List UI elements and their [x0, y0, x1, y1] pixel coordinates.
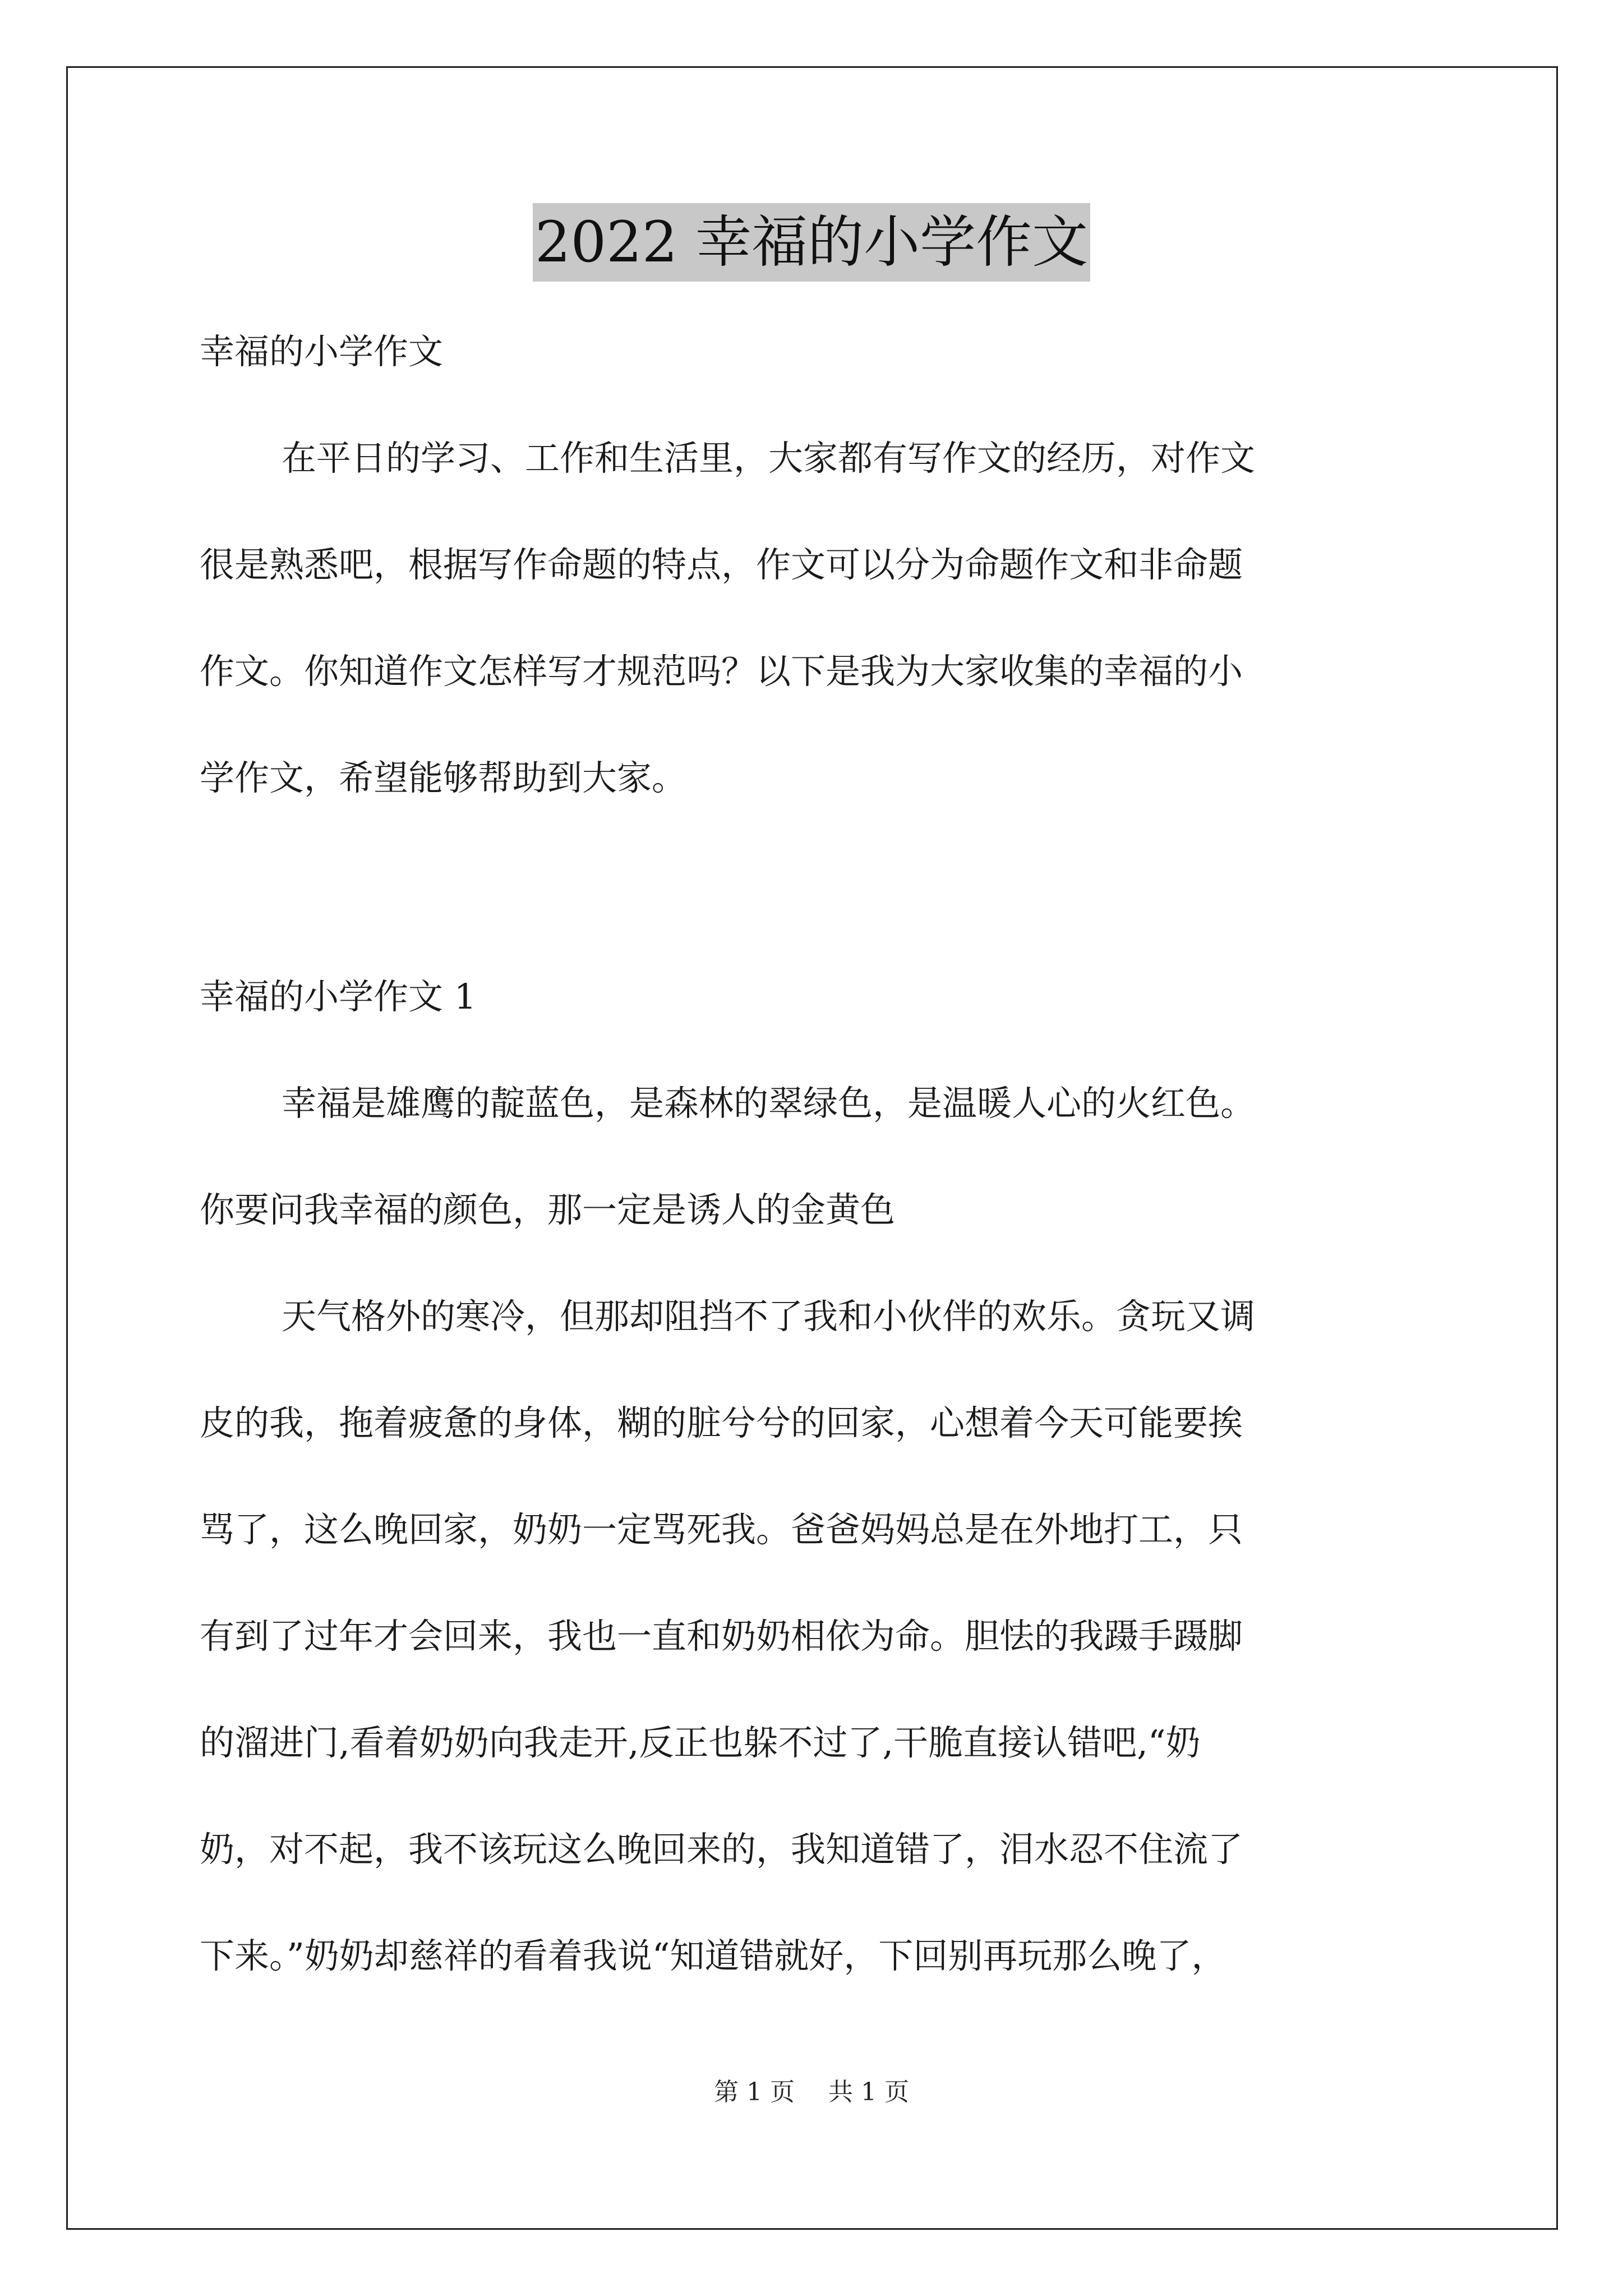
section-1-para2-line: 骂了，这么晚回家，奶奶一定骂死我。爸爸妈妈总是在外地打工，只: [200, 1509, 1243, 1550]
section-1-para2-line: 有到了过年才会回来，我也一直和奶奶相依为命。胆怯的我蹑手蹑脚: [200, 1616, 1243, 1657]
section-1-para2-line: 的溜进门,看着奶奶向我走开,反正也躲不过了,干脆直接认错吧,“奶: [200, 1722, 1201, 1763]
intro-line: 作文。你知道作文怎样写才规范吗？以下是我为大家收集的幸福的小: [200, 651, 1243, 692]
page-footer: [0, 2076, 1623, 2109]
intro-line: 在平日的学习、工作和生活里，大家都有写作文的经历，对作文: [282, 438, 1256, 478]
section-1-para2-line: 天气格外的寒冷，但那却阻挡不了我和小伙伴的欢乐。贪玩又调: [282, 1296, 1256, 1337]
page-total: 共 1 页: [828, 2078, 909, 2106]
section-1-para2-line: 奶，对不起，我不该玩这么晚回来的，我知道错了，泪水忍不住流了: [200, 1829, 1243, 1870]
title-wrap: [0, 203, 1623, 282]
section-1-para1-line: 幸福是雄鹰的靛蓝色，是森林的翠绿色，是温暖人心的火红色。: [282, 1083, 1256, 1124]
page-number: 第 1 页: [714, 2078, 795, 2106]
section-1-para2-line: 下来。”奶奶却慈祥的看着我说“知道错就好，下回别再玩那么晚了，: [200, 1935, 1227, 1976]
section-1-para2-line: 皮的我，拖着疲惫的身体，糊的脏兮兮的回家，心想着今天可能要挨: [200, 1402, 1243, 1443]
intro-line: 很是熟悉吧，根据写作命题的特点，作文可以分为命题作文和非命题: [200, 544, 1243, 585]
document-body: [200, 298, 1433, 2009]
section-gap: [200, 831, 1433, 944]
section-1-para1-line: 你要问我幸福的颜色，那一定是诱人的金黄色: [200, 1189, 896, 1230]
document-title: 2022 幸福的小学作文: [533, 203, 1090, 282]
intro-line: 学作文，希望能够帮助到大家。: [200, 757, 687, 798]
section-1-heading: 幸福的小学作文 1: [200, 976, 477, 1017]
intro-heading: 幸福的小学作文: [200, 331, 444, 372]
